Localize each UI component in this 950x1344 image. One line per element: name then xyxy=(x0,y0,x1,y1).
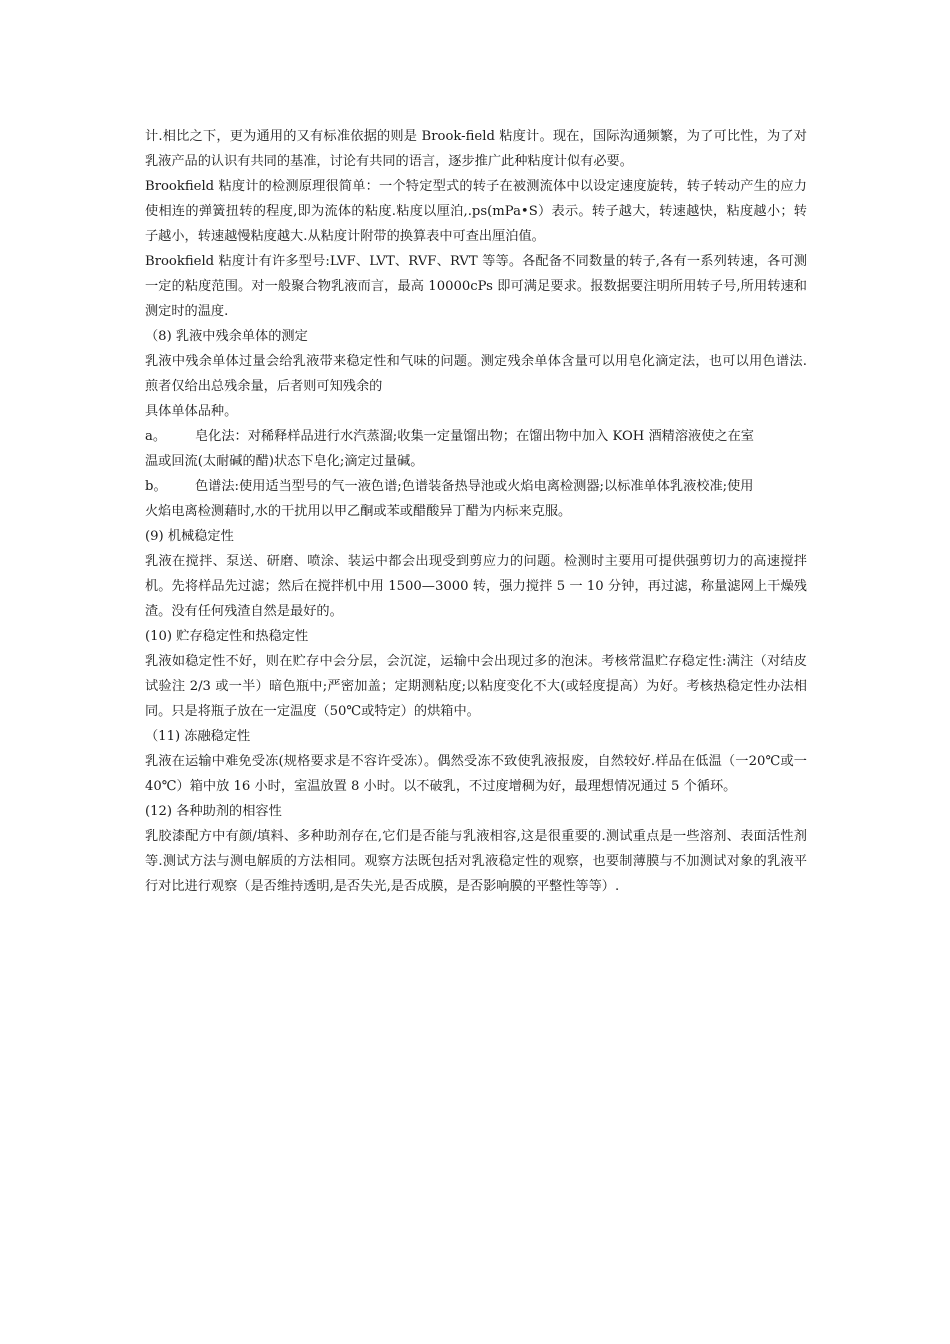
paragraph-residual-monomer: 乳液中残余单体过量会给乳液带来稳定性和气味的问题。测定残余单体含量可以用皂化滴定法，也可以用色谱法.煎者仅给出总残余量，后者则可知残余的 xyxy=(145,354,807,394)
paragraph-brookfield-models: Brookfield 粘度计有许多型号:LVF、LVT、RVF、RVT 等等。各配备不同数量的转子,各有一系列转速，各可测一定的粘度范围。对一般聚合物乳液而言，最高 10000cPs 即可满足要求。报数据要注明所用转子号,所用转速和测定时的温度. xyxy=(145,254,807,319)
paragraph-intro: 计.相比之下，更为通用的又有标准依据的则是 Brook-field 粘度计。现在，国际沟通频繁，为了可比性，为了对乳液产品的认识有共同的基准，讨论有共同的语言，逐步推广此种粘度计似有必要。 xyxy=(145,129,807,169)
list-item-body-a xyxy=(145,424,807,474)
list-item-text-b-cont: 火焰电离检测藉时,水的干扰用以甲乙酮或苯或醋酸异丁醋为内标来克服。 xyxy=(145,504,572,519)
list-item-text-a-cont: 温或回流(太耐碱的醋)状态下皂化;滴定过量碱。 xyxy=(145,454,424,469)
paragraph-mechanical-stability: 乳液在搅拌、泵送、研磨、喷涂、装运中都会出现受到剪应力的问题。检测时主要用可提供强剪切力的高速搅拌机。先将样品先过滤；然后在搅拌机中用 1500—3000 转，强力搅拌 5 一 10 分钟，再过滤，称量滤网上干燥残渣。没有任何残渣自然是最好的。 xyxy=(145,554,807,619)
paragraph-residual-monomer-cont: 具体单体品种。 xyxy=(145,404,238,419)
list-item-text-a: 皂化法：对稀释样品进行水汽蒸溜;收集一定量馏出物；在馏出物中加入 KOH 酒精溶液使之在室 xyxy=(195,429,754,444)
list-item-body-b xyxy=(145,474,807,524)
section-heading-9: (9) 机械稳定性 xyxy=(145,529,234,544)
list-item-text-b: 色谱法:使用适当型号的气一液色谱;色谱装备热导池或火焰电离检测器;以标准单体乳液校准;使用 xyxy=(195,479,754,494)
paragraph-brookfield-principle: Brookfield 粘度计的检测原理很简单：一个特定型式的转子在被测流体中以设定速度旋转，转子转动产生的应力使相连的弹簧扭转的程度,即为流体的粘度.粘度以厘泊,.ps(mPa•S）表示。转子越大，转速越快，粘度越小；转子越小，转速越慢粘度越大.从粘度计附带的换算表中可查出厘泊值。 xyxy=(145,179,807,244)
list-marker-b: b。 xyxy=(145,479,167,494)
list-item-chromatography xyxy=(145,474,807,524)
list-item-saponification xyxy=(145,424,807,474)
paragraph-freeze-thaw: 乳液在运输中难免受冻(规格要求是不容许受冻）。偶然受冻不致使乳液报废，自然较好.样品在低温（一20℃或一 40℃）箱中放 16 小时，室温放置 8 小时。以不破乳，不过度增稠为好，最理想情况通过 5 个循环。 xyxy=(145,754,807,794)
section-heading-8: （8) 乳液中残余单体的测定 xyxy=(145,329,308,344)
document-body xyxy=(145,124,807,899)
section-heading-11: （11) 冻融稳定性 xyxy=(145,729,251,744)
list-marker-a: a。 xyxy=(145,429,167,444)
section-heading-12: (12) 各种助剂的相容性 xyxy=(145,804,282,819)
paragraph-additive-compatibility: 乳胶漆配方中有颜/填料、多种助剂存在,它们是否能与乳液相容,这是很重要的.测试重点是一些溶剂、表面活性剂等.测试方法与测电解质的方法相同。观察方法既包括对乳液稳定性的观察，也要制薄膜与不加测试对象的乳液平行对比进行观察（是否维持透明,是否失光,是否成膜，是否影响膜的平整性等等）. xyxy=(145,829,807,894)
paragraph-storage-stability: 乳液如稳定性不好，则在贮存中会分层，会沉淀，运输中会出现过多的泡沫。考核常温贮存稳定性:满注（对结皮试验注 2/3 或一半）暗色瓶中;严密加盖；定期测粘度;以粘度变化不大(或轻度提高）为好。考核热稳定性办法相同。只是将瓶子放在一定温度（50℃或特定）的烘箱中。 xyxy=(145,654,807,719)
section-heading-10: (10) 贮存稳定性和热稳定性 xyxy=(145,629,309,644)
